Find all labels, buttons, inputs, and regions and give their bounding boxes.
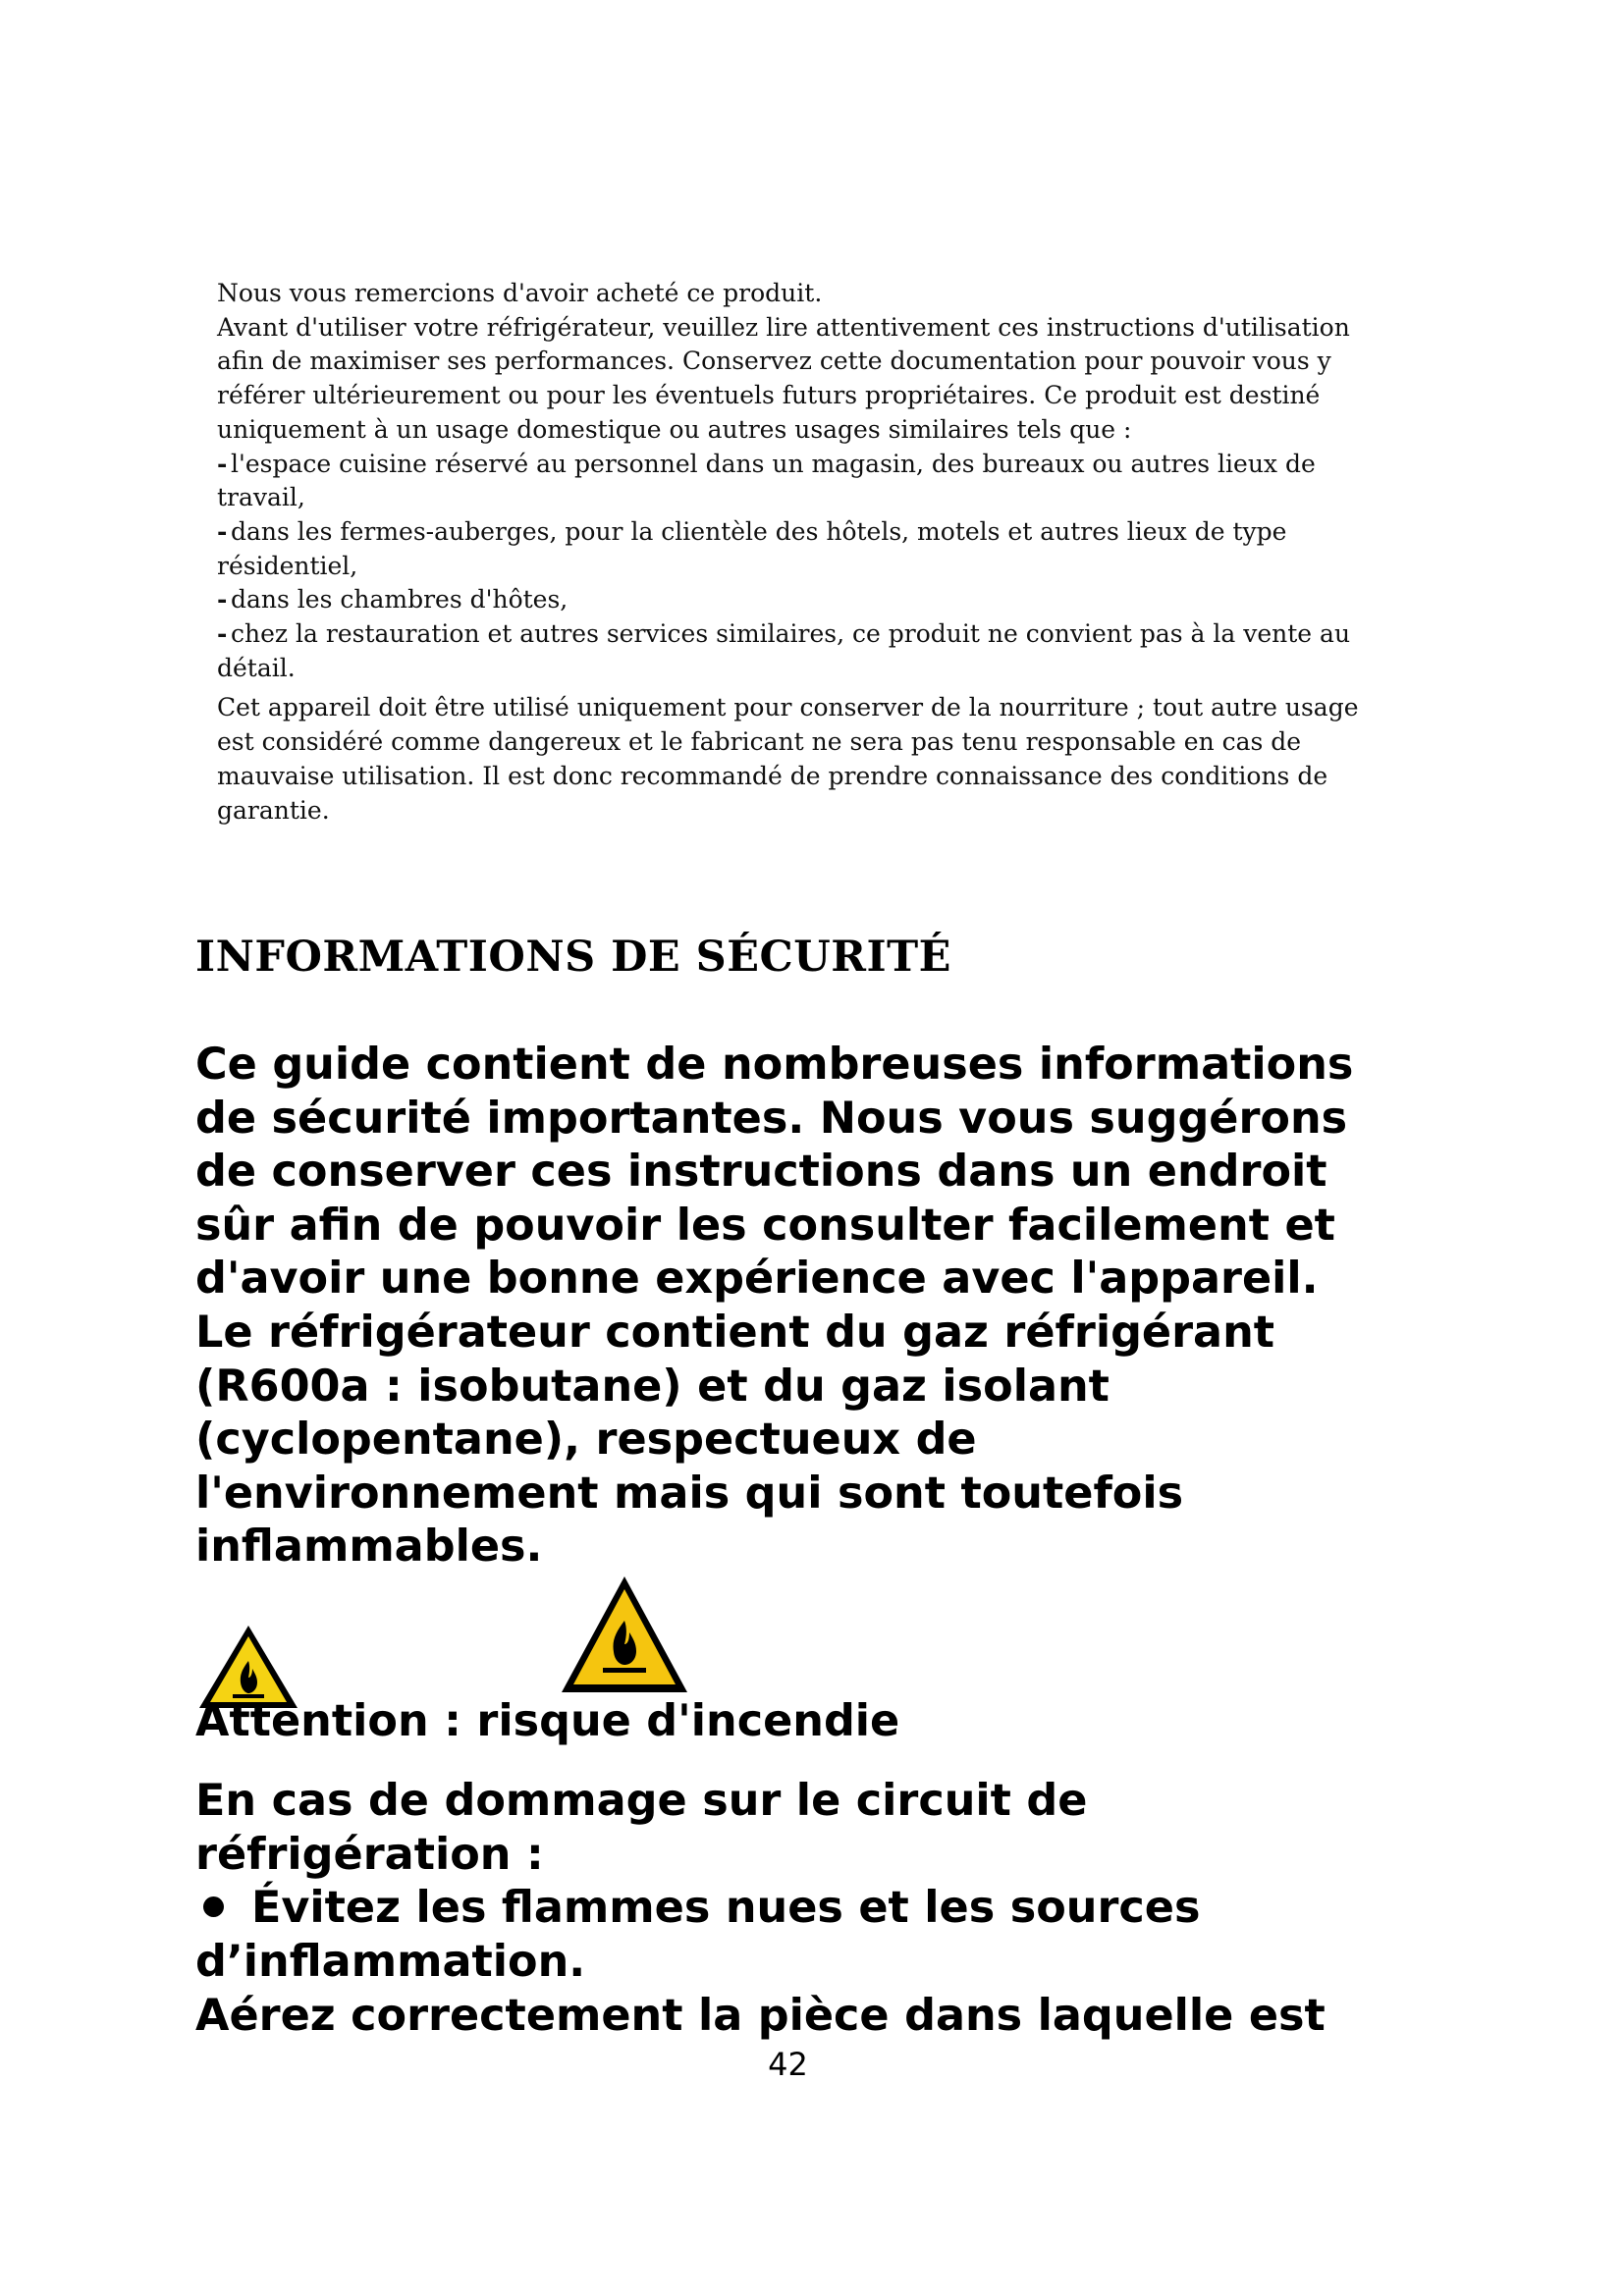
safety-line: de conserver ces instructions dans un endroit (195, 1147, 1327, 1198)
safety-line: (cyclopentane), respectueux de (195, 1415, 977, 1466)
warranty-line: garantie. (217, 795, 330, 825)
dash-marker: - (217, 585, 228, 614)
dash-marker: - (217, 449, 228, 478)
bullet-text: Évitez les flammes nues et les sources (251, 1883, 1201, 1933)
bullet-item (195, 1882, 1200, 1936)
safety-line: de sécurité importantes. Nous vous suggérons (195, 1093, 1348, 1144)
intro-line: afin de maximiser ses performances. Conservez cette documentation pour pouvoir vous y (217, 347, 1331, 376)
intro-thanks: Nous vous remercions d'avoir acheté ce produit. (217, 279, 823, 307)
warranty-line: Cet appareil doit être utilisé uniquement pour conserver de la nourriture ; tout autre usage (217, 693, 1359, 722)
safety-line: d'avoir une bonne expérience avec l'appareil. (195, 1254, 1319, 1305)
usage-item (217, 448, 1395, 515)
usage-item (217, 617, 1395, 685)
damage-line: réfrigération : (195, 1829, 544, 1880)
usage-item-continuation: travail, (217, 483, 305, 512)
usage-item-text: dans les chambres d'hôtes, (231, 585, 568, 614)
intro-line: Avant d'utiliser votre réfrigérateur, veuillez lire attentivement ces instructions d'utilisation (217, 312, 1350, 342)
safety-line: l'environnement mais qui sont toutefois (195, 1468, 1184, 1519)
usage-item-text: dans les fermes-auberges, pour la clientèle des hôtels, motels et autres lieux de type (231, 516, 1287, 546)
bullet-continuation: d’inflammation. (195, 1937, 586, 1987)
ventilation-instruction: Aérez correctement la pièce dans laquelle est (195, 1991, 1326, 2041)
section-title: INFORMATIONS DE SÉCURITÉ (195, 933, 951, 982)
safety-line: Le réfrigérateur contient du gaz réfrigérant (195, 1307, 1275, 1358)
page-number: 42 (768, 2046, 808, 2083)
bullet-dot-icon (203, 1896, 224, 1917)
usage-item-text: chez la restauration et autres services similaires, ce produit ne convient pas à la vente au (231, 619, 1351, 649)
damage-line: En cas de dommage sur le circuit de (195, 1776, 1088, 1826)
safety-line: inflammables. (195, 1522, 543, 1573)
flammable-warning-icon (559, 1574, 690, 1696)
intro-line: référer ultérieurement ou pour les éventuels futurs propriétaires. Ce produit est destiné (217, 381, 1321, 410)
intro-text (217, 277, 1395, 828)
safety-line: sûr afin de pouvoir les consulter facilement et (195, 1200, 1335, 1251)
safety-line: (R600a : isobutane) et du gaz isolant (195, 1361, 1110, 1412)
safety-line: Ce guide contient de nombreuses informations (195, 1040, 1354, 1090)
usage-list (217, 448, 1395, 686)
dash-marker: - (217, 619, 228, 649)
dash-marker: - (217, 516, 228, 546)
damage-heading (195, 1775, 1087, 1882)
usage-item-continuation: détail. (217, 653, 296, 682)
usage-item-text: l'espace cuisine réservé au personnel dans un magasin, des bureaux ou autres lieux de (231, 449, 1316, 478)
fire-risk-warning: Attention : risque d'incendie (195, 1696, 900, 1746)
warranty-paragraph (217, 691, 1395, 828)
warranty-line: est considéré comme dangereux et le fabricant ne sera pas tenu responsable en cas de (217, 727, 1302, 757)
safety-paragraph (195, 1039, 1433, 1575)
usage-item (217, 583, 1395, 617)
warranty-line: mauvaise utilisation. Il est donc recommandé de prendre connaissance des conditions de (217, 761, 1328, 790)
usage-item-continuation: résidentiel, (217, 551, 358, 580)
intro-line: uniquement à un usage domestique ou autres usages similaires tels que : (217, 414, 1132, 444)
usage-item (217, 515, 1395, 583)
